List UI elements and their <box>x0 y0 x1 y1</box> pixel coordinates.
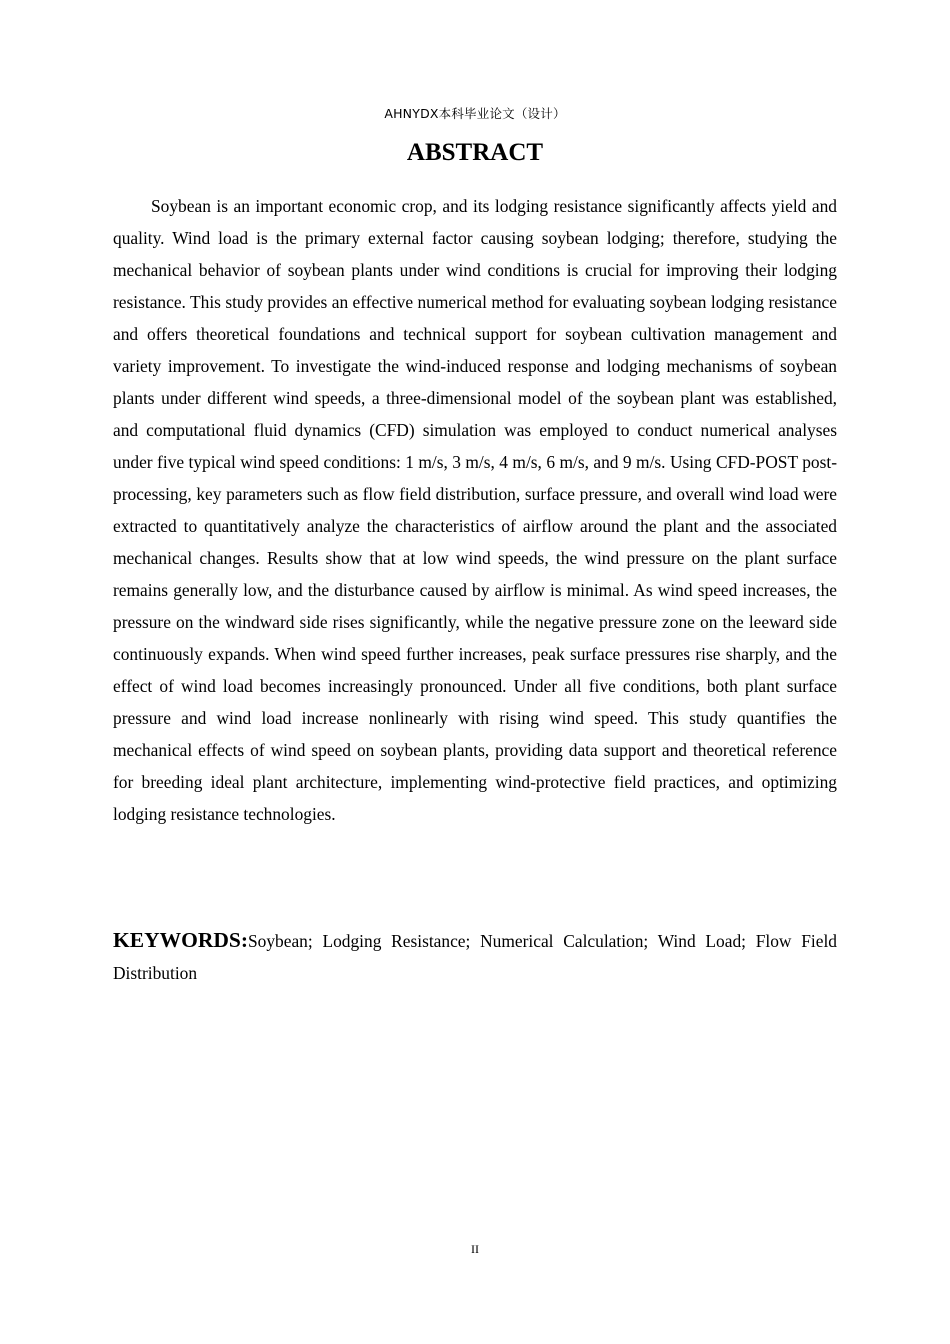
running-header: AHNYDX本科毕业论文（设计） <box>384 106 566 121</box>
keywords-paragraph <box>113 924 837 989</box>
keywords-text: Soybean; Lodging Resistance; Numerical Calculation; Wind Load; Flow Field Distribution <box>113 931 837 983</box>
keywords-label: KEYWORDS: <box>113 928 248 952</box>
abstract-body: Soybean is an important economic crop, and its lodging resistance significantly affects yield and quality. Wind load is the primary external factor causing soybean lodging; therefore, studying the mechanical behavior of soybean plants under wind conditions is crucial for improving their lodging resistance. This study provides an effective numerical method for evaluating soybean lodging resistance and offers theoretical foundations and technical support for soybean cultivation management and variety improvement. To investigate the wind-induced response and lodging mechanisms of soybean plants under different wind speeds, a three-dimensional model of the soybean plant was established, and computational fluid dynamics (CFD) simulation was employed to conduct numerical analyses under five typical wind speed conditions: 1 m/s, 3 m/s, 4 m/s, 6 m/s, and 9 m/s. Using CFD-POST post-processing, key parameters such as flow field distribution, surface pressure, and overall wind load were extracted to quantitatively analyze the characteristics of airflow around the plant and the associated mechanical changes. Results show that at low wind speeds, the wind pressure on the plant surface remains generally low, and the disturbance caused by airflow is minimal. As wind speed increases, the pressure on the windward side rises significantly, while the negative pressure zone on the leeward side continuously expands. When wind speed further increases, peak surface pressures rise sharply, and the effect of wind load becomes increasingly pronounced. Under all five conditions, both plant surface pressure and wind load increase nonlinearly with rising wind speed. This study quantifies the mechanical effects of wind speed on soybean plants, providing data support and theoretical reference for breeding ideal plant architecture, implementing wind-protective field practices, and optimizing lodging resistance technologies. <box>113 196 837 824</box>
page-number: II <box>471 1242 479 1256</box>
abstract-title: ABSTRACT <box>406 139 544 166</box>
